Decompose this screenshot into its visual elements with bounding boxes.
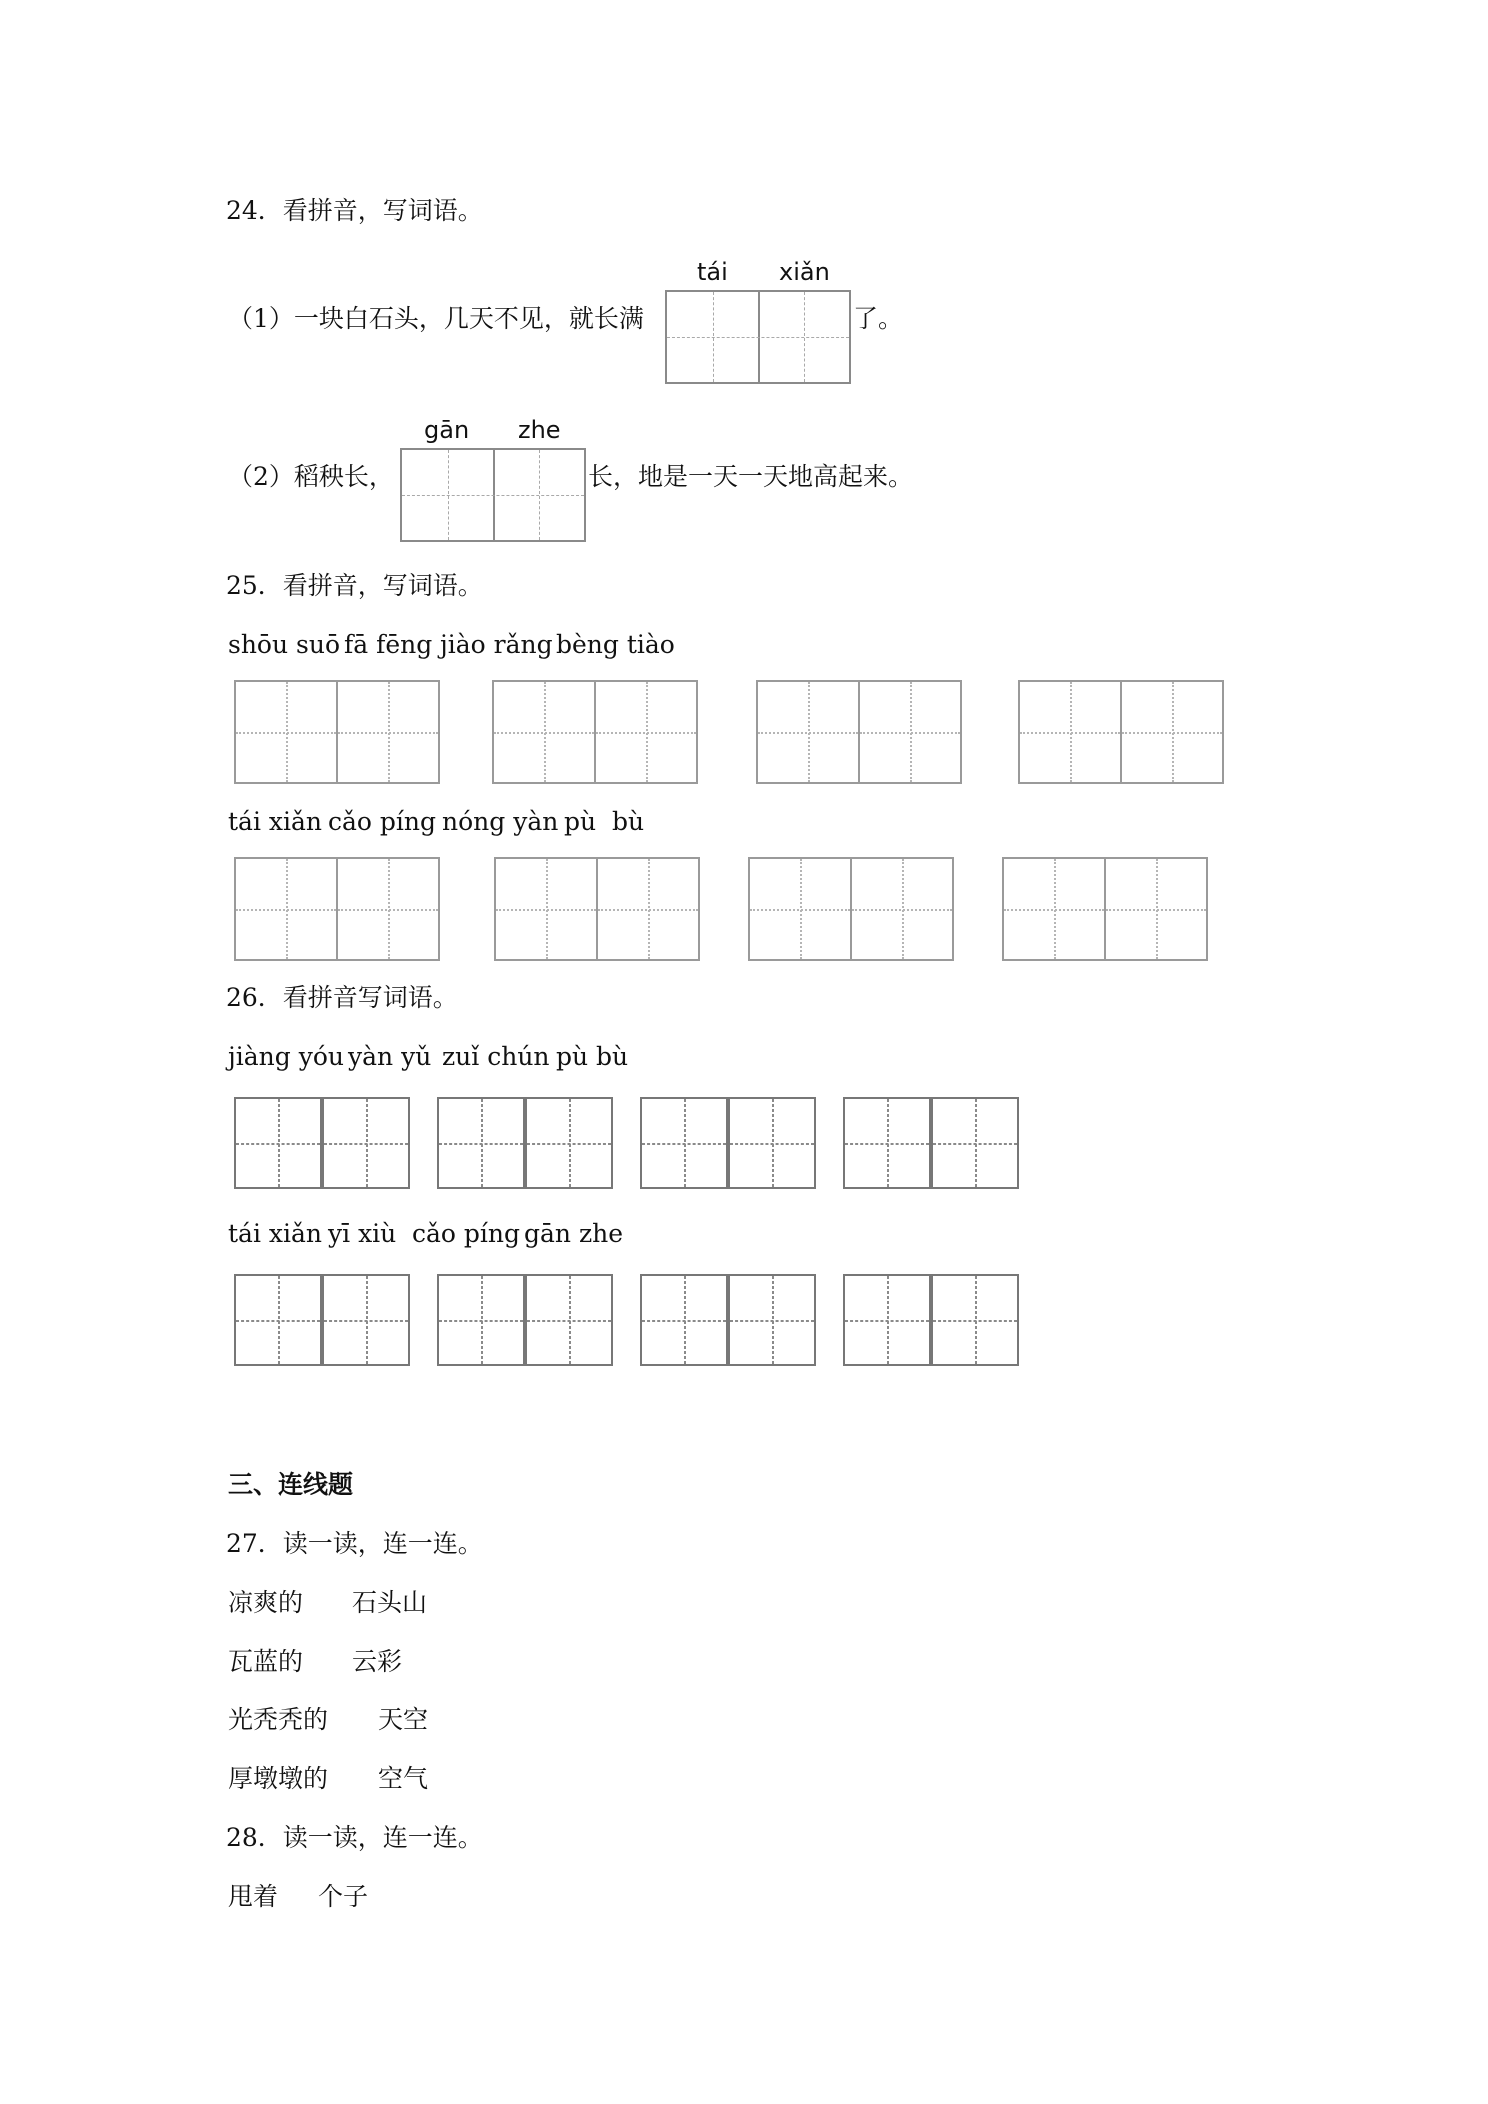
q26-row1-pinyin-1: jiàng yóu xyxy=(228,1042,344,1071)
q25-row1-box-3[interactable] xyxy=(756,680,962,784)
q28-title: 28．读一读，连一连。 xyxy=(226,1823,483,1852)
q25-row2-pinyin-2: cǎo píng xyxy=(328,807,437,836)
q24-2-suffix: 长，地是一天一天地高起来。 xyxy=(588,462,914,491)
q26-row2-box-3[interactable] xyxy=(640,1274,816,1366)
q25-row2-box-4[interactable] xyxy=(1002,857,1208,961)
q26-row1-pinyin-2: yàn yǔ xyxy=(348,1042,432,1071)
q25-row2-pinyin-4: pù bù xyxy=(564,807,645,836)
q26-row2-pinyin-3: cǎo píng xyxy=(412,1219,521,1248)
q24-2-pinyin-2: zhe xyxy=(518,416,561,444)
q25-row2-box-2[interactable] xyxy=(494,857,700,961)
q25-row1-box-2[interactable] xyxy=(492,680,698,784)
q27-left-1[interactable]: 凉爽的 xyxy=(228,1588,304,1617)
q27-right-2[interactable]: 云彩 xyxy=(352,1647,403,1676)
q26-row2-pinyin-1: tái xiǎn xyxy=(228,1219,322,1248)
q24-title: 24．看拼音，写词语。 xyxy=(226,196,483,225)
q24-2-answer-box[interactable] xyxy=(400,448,586,542)
q26-row1-box-1[interactable] xyxy=(234,1097,410,1189)
q25-row1-pinyin-3: jiào rǎng xyxy=(440,630,553,659)
q26-row1-box-3[interactable] xyxy=(640,1097,816,1189)
section3-heading: 三、连线题 xyxy=(228,1470,354,1499)
q27-right-4[interactable]: 空气 xyxy=(378,1764,429,1793)
q25-row1-box-1[interactable] xyxy=(234,680,440,784)
q25-row1-pinyin-2: fā fēng xyxy=(344,630,433,659)
q28-right-1[interactable]: 个子 xyxy=(318,1882,369,1911)
q25-row1-pinyin-4: bèng tiào xyxy=(556,630,675,659)
q26-row1-box-4[interactable] xyxy=(843,1097,1019,1189)
q25-row2-box-1[interactable] xyxy=(234,857,440,961)
q24-1-pinyin-2: xiǎn xyxy=(779,258,830,286)
q25-title: 25．看拼音，写词语。 xyxy=(226,571,483,600)
q26-row1-box-2[interactable] xyxy=(437,1097,613,1189)
q27-left-4[interactable]: 厚墩墩的 xyxy=(228,1764,329,1793)
q26-row2-box-1[interactable] xyxy=(234,1274,410,1366)
q25-row1-box-4[interactable] xyxy=(1018,680,1224,784)
q27-left-3[interactable]: 光秃秃的 xyxy=(228,1705,329,1734)
q24-1-pinyin-1: tái xyxy=(697,258,728,286)
q27-left-2[interactable]: 瓦蓝的 xyxy=(228,1647,304,1676)
q28-left-1[interactable]: 甩着 xyxy=(228,1882,279,1911)
q26-row2-pinyin-2: yī xiù xyxy=(328,1219,397,1248)
q25-row2-box-3[interactable] xyxy=(748,857,954,961)
q25-row2-pinyin-1: tái xiǎn xyxy=(228,807,322,836)
q26-row2-box-4[interactable] xyxy=(843,1274,1019,1366)
q26-title: 26．看拼音写词语。 xyxy=(226,983,458,1012)
q27-right-3[interactable]: 天空 xyxy=(378,1705,429,1734)
q26-row1-pinyin-3: zuǐ chún xyxy=(442,1042,550,1071)
q27-title: 27．读一读，连一连。 xyxy=(226,1529,483,1558)
q24-1-prefix: （1）一块白石头，几天不见，就长满 xyxy=(228,304,644,333)
q26-row2-box-2[interactable] xyxy=(437,1274,613,1366)
q24-1-answer-box[interactable] xyxy=(665,290,851,384)
q25-row1-pinyin-1: shōu suō xyxy=(228,630,341,659)
q24-2-prefix: （2）稻秧长， xyxy=(228,462,394,491)
q26-row1-pinyin-4: pù bù xyxy=(556,1042,629,1071)
q24-1-suffix: 了。 xyxy=(853,304,904,333)
q24-2-pinyin-1: gān xyxy=(424,416,470,444)
q26-row2-pinyin-4: gān zhe xyxy=(524,1219,624,1248)
q27-right-1[interactable]: 石头山 xyxy=(352,1588,428,1617)
q25-row2-pinyin-3: nóng yàn xyxy=(442,807,559,836)
